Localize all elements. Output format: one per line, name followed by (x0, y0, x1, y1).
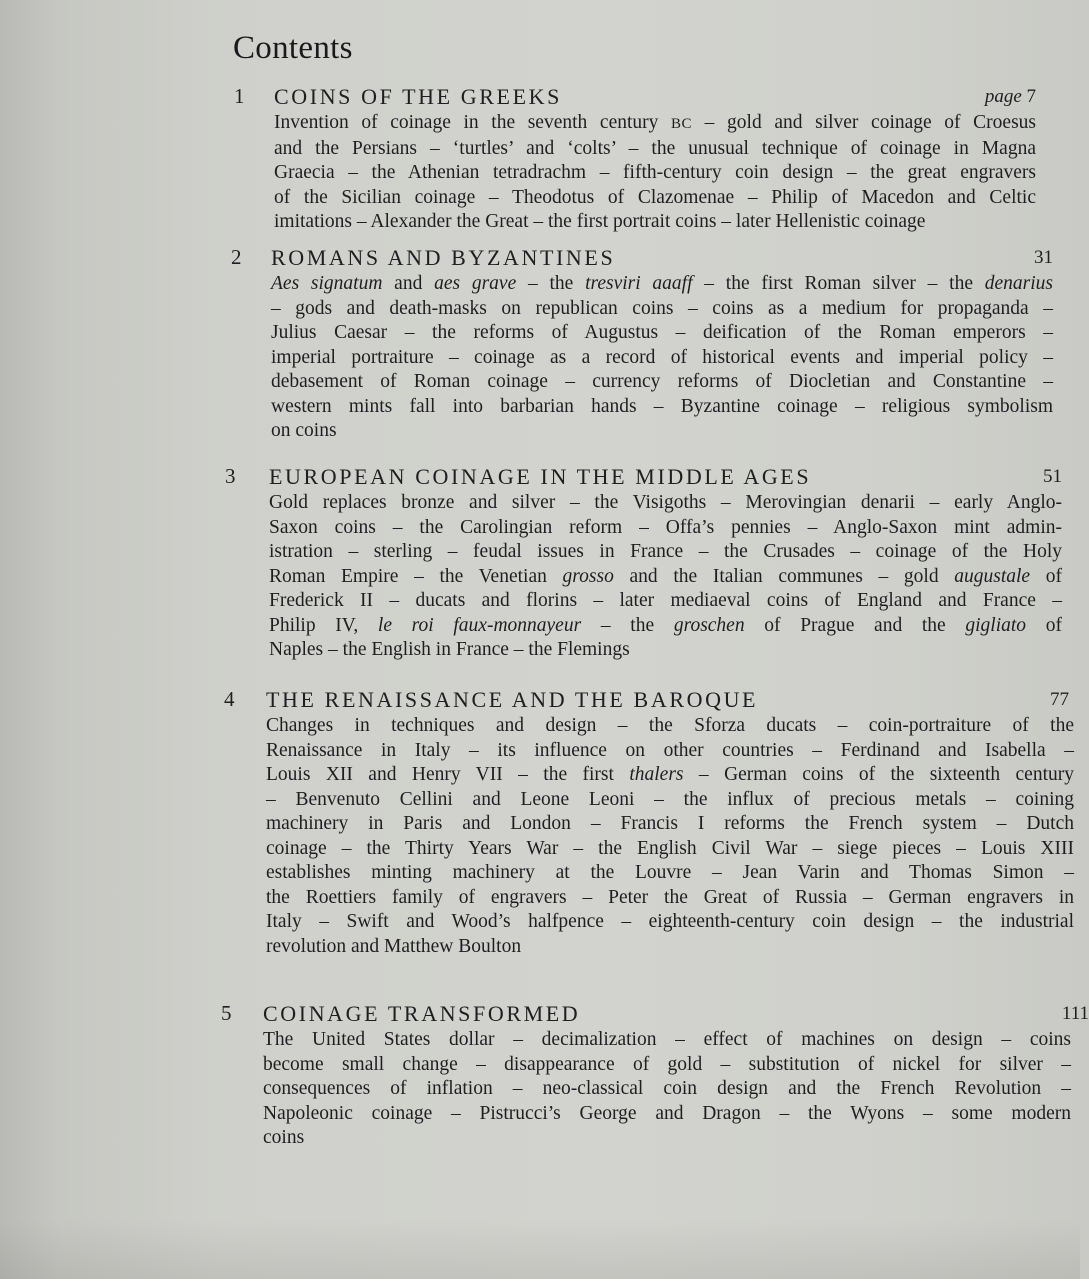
description-line (269, 614, 1062, 639)
italic-term: le roi faux-monnayeur (377, 614, 582, 636)
chapter-page-ref (1062, 1000, 1089, 1028)
description-line (271, 297, 1053, 322)
description-line (271, 272, 1053, 297)
description-line (266, 812, 1074, 837)
description-line (266, 935, 1074, 960)
italic-term: grosso (562, 565, 614, 587)
italic-term: thalers (629, 764, 684, 785)
text-run: – the first Roman silver – the (692, 273, 985, 294)
text-run: establishes minting machinery at the Louvre – Jean Varin and Thomas Simon – (266, 862, 1074, 883)
chapter-title: COINAGE TRANSFORMED (263, 1001, 581, 1026)
description-line (269, 638, 1062, 663)
chapter-number: 2 (231, 245, 242, 269)
text-run: imitations – Alexander the Great – the first portrait coins – later Hellenistic coinage (274, 211, 926, 232)
description-line (269, 589, 1062, 614)
chapter-entry-4 (224, 686, 1074, 959)
text-run: machinery in Paris and London – Francis I reforms the French system – Dutch (266, 813, 1074, 834)
chapter-entry-3 (225, 463, 1063, 663)
description-line (266, 837, 1074, 862)
chapter-page-ref (1050, 686, 1069, 714)
chapter-page-ref (1043, 463, 1062, 491)
italic-term: aes grave (434, 273, 517, 294)
description-line (271, 395, 1053, 420)
text-run: Frederick II – ducats and florins – later mediaeval coins of England and France – (269, 590, 1062, 611)
chapter-description (271, 272, 1053, 444)
description-line (274, 137, 1036, 162)
page-number: 111 (1061, 1003, 1089, 1024)
chapter-number: 1 (234, 84, 245, 108)
text-run: coins (263, 1127, 305, 1148)
text-run: consequences of inflation – neo-classical coin design and the French Revolution – (263, 1078, 1071, 1099)
chapter-title: ROMANS AND BYZANTINES (271, 245, 616, 270)
chapter-entry-5 (221, 1000, 1089, 1151)
chapter-page-ref (1034, 244, 1053, 272)
chapter-title: EUROPEAN COINAGE IN THE MIDDLE AGES (269, 464, 812, 489)
text-run: The United States dollar – decimalization – effect of machines on design – coins (263, 1029, 1071, 1050)
chapter-number: 5 (221, 1001, 232, 1025)
description-line (271, 419, 1053, 444)
text-run: and (382, 273, 435, 294)
chapter-description (274, 111, 1036, 235)
description-line (269, 491, 1062, 516)
text-run: coinage – the Thirty Years War – the English Civil War – siege pieces – Louis XIII (266, 837, 1074, 859)
text-run: Julius Caesar – the reforms of Augustus – deification of the Roman emperors – (271, 322, 1053, 343)
description-line (266, 739, 1074, 764)
italic-term: Aes signatum (271, 273, 383, 294)
text-run: Renaissance in Italy – its influence on other countries – Ferdinand and Isabella – (266, 739, 1074, 761)
text-run: of (1026, 614, 1062, 636)
page-number: 77 (1050, 689, 1069, 710)
description-line (269, 516, 1062, 541)
description-line (266, 714, 1074, 739)
chapter-page-ref (985, 83, 1036, 111)
text-run: Changes in techniques and design – the Sforza ducats – coin-portraiture of the (266, 715, 1074, 736)
text-run: Roman Empire – the Venetian (269, 565, 563, 587)
description-line (266, 910, 1074, 935)
text-run: of (1030, 565, 1063, 587)
text-run: and the Persians – ‘turtles’ and ‘colts’ – the unusual technique of coinage in Magna (274, 137, 1036, 159)
page-number: 7 (1026, 86, 1036, 107)
chapter-title: COINS OF THE GREEKS (274, 84, 562, 109)
chapter-description (266, 714, 1074, 959)
italic-term: groschen (673, 614, 745, 636)
text-run: – German coins of the sixteenth century (683, 764, 1074, 785)
text-run: revolution and Matthew Boulton (266, 935, 522, 957)
description-line (271, 346, 1053, 371)
description-line (274, 210, 1036, 235)
description-line (269, 540, 1062, 565)
chapter-number: 3 (225, 464, 236, 488)
italic-term: augustale (954, 565, 1031, 587)
text-run: istration – sterling – feudal issues in France – the Crusades – coinage of the Holy (269, 541, 1062, 562)
text-run: Philip IV, (269, 614, 378, 636)
page-number: 31 (1034, 247, 1053, 268)
text-run: – Benvenuto Cellini and Leone Leoni – the influx of precious metals – coining (266, 788, 1074, 810)
page-word: page (984, 86, 1022, 107)
description-line (266, 788, 1074, 813)
text-run: Gold replaces bronze and silver – the Visigoths – Merovingian denarii – early Anglo- (269, 492, 1062, 513)
text-run: of Prague and the (744, 614, 966, 636)
description-line (266, 886, 1074, 911)
text-run: Louis XII and Henry VII – the first (266, 764, 630, 785)
text-run: imperial portraiture – coinage as a record of historical events and imperial policy – (271, 346, 1053, 368)
chapter-description (269, 491, 1062, 663)
description-line (263, 1028, 1071, 1053)
description-line (274, 161, 1036, 186)
text-run: Invention of coinage in the seventh century (274, 112, 672, 133)
text-run: on coins (271, 420, 337, 441)
description-line (274, 111, 1036, 137)
text-run: debasement of Roman coinage – currency reforms of Diocletian and Constantine – (271, 371, 1053, 392)
description-line (263, 1077, 1071, 1102)
text-run: of the Sicilian coinage – Theodotus of Clazomenae – Philip of Macedon and Celtic (274, 186, 1036, 208)
description-line (266, 861, 1074, 886)
chapter-number: 4 (224, 687, 235, 711)
description-line (271, 321, 1053, 346)
chapter-description (263, 1028, 1071, 1151)
description-line (274, 186, 1036, 211)
text-run: the Roettiers family of engravers – Peter the Great of Russia – German engravers in (266, 886, 1074, 908)
text-run: Graecia – the Athenian tetradrachm – fifth-century coin design – the great engravers (274, 162, 1036, 183)
text-run: – the (516, 273, 586, 294)
text-run: – gold and silver coinage of Croesus (692, 112, 1037, 133)
italic-term: tresviri aaaff (585, 273, 693, 294)
text-run: become small change – disappearance of gold – substitution of nickel for silver – (263, 1053, 1071, 1075)
chapter-entry-1 (234, 83, 1037, 235)
text-run: BC (671, 116, 693, 132)
text-run: – the (581, 614, 674, 636)
description-line (266, 763, 1074, 788)
text-run: western mints fall into barbarian hands – Byzantine coinage – religious symbolism (271, 395, 1053, 417)
description-line (263, 1053, 1071, 1078)
description-line (269, 565, 1062, 590)
italic-term: gigliato (965, 614, 1027, 636)
description-line (271, 370, 1053, 395)
chapter-entry-2 (231, 244, 1053, 444)
page-number: 51 (1043, 466, 1062, 487)
chapter-title: THE RENAISSANCE AND THE BAROQUE (266, 687, 759, 712)
text-run: Saxon coins – the Carolingian reform – Offa’s pennies – Anglo-Saxon mint admin- (269, 516, 1062, 538)
text-run: – gods and death-masks on republican coins – coins as a medium for propaganda – (271, 297, 1053, 319)
text-run: Napoleonic coinage – Pistrucci’s George and Dragon – the Wyons – some modern (263, 1102, 1071, 1124)
text-run: Italy – Swift and Wood’s halfpence – eighteenth-century coin design – the industrial (266, 911, 1074, 932)
text-run: Naples – the English in France – the Flemings (269, 639, 630, 660)
description-line (263, 1126, 1071, 1151)
description-line (263, 1102, 1071, 1127)
text-run: and the Italian communes – gold (613, 565, 955, 587)
italic-term: denarius (984, 273, 1053, 294)
page-title: Contents (233, 30, 353, 66)
